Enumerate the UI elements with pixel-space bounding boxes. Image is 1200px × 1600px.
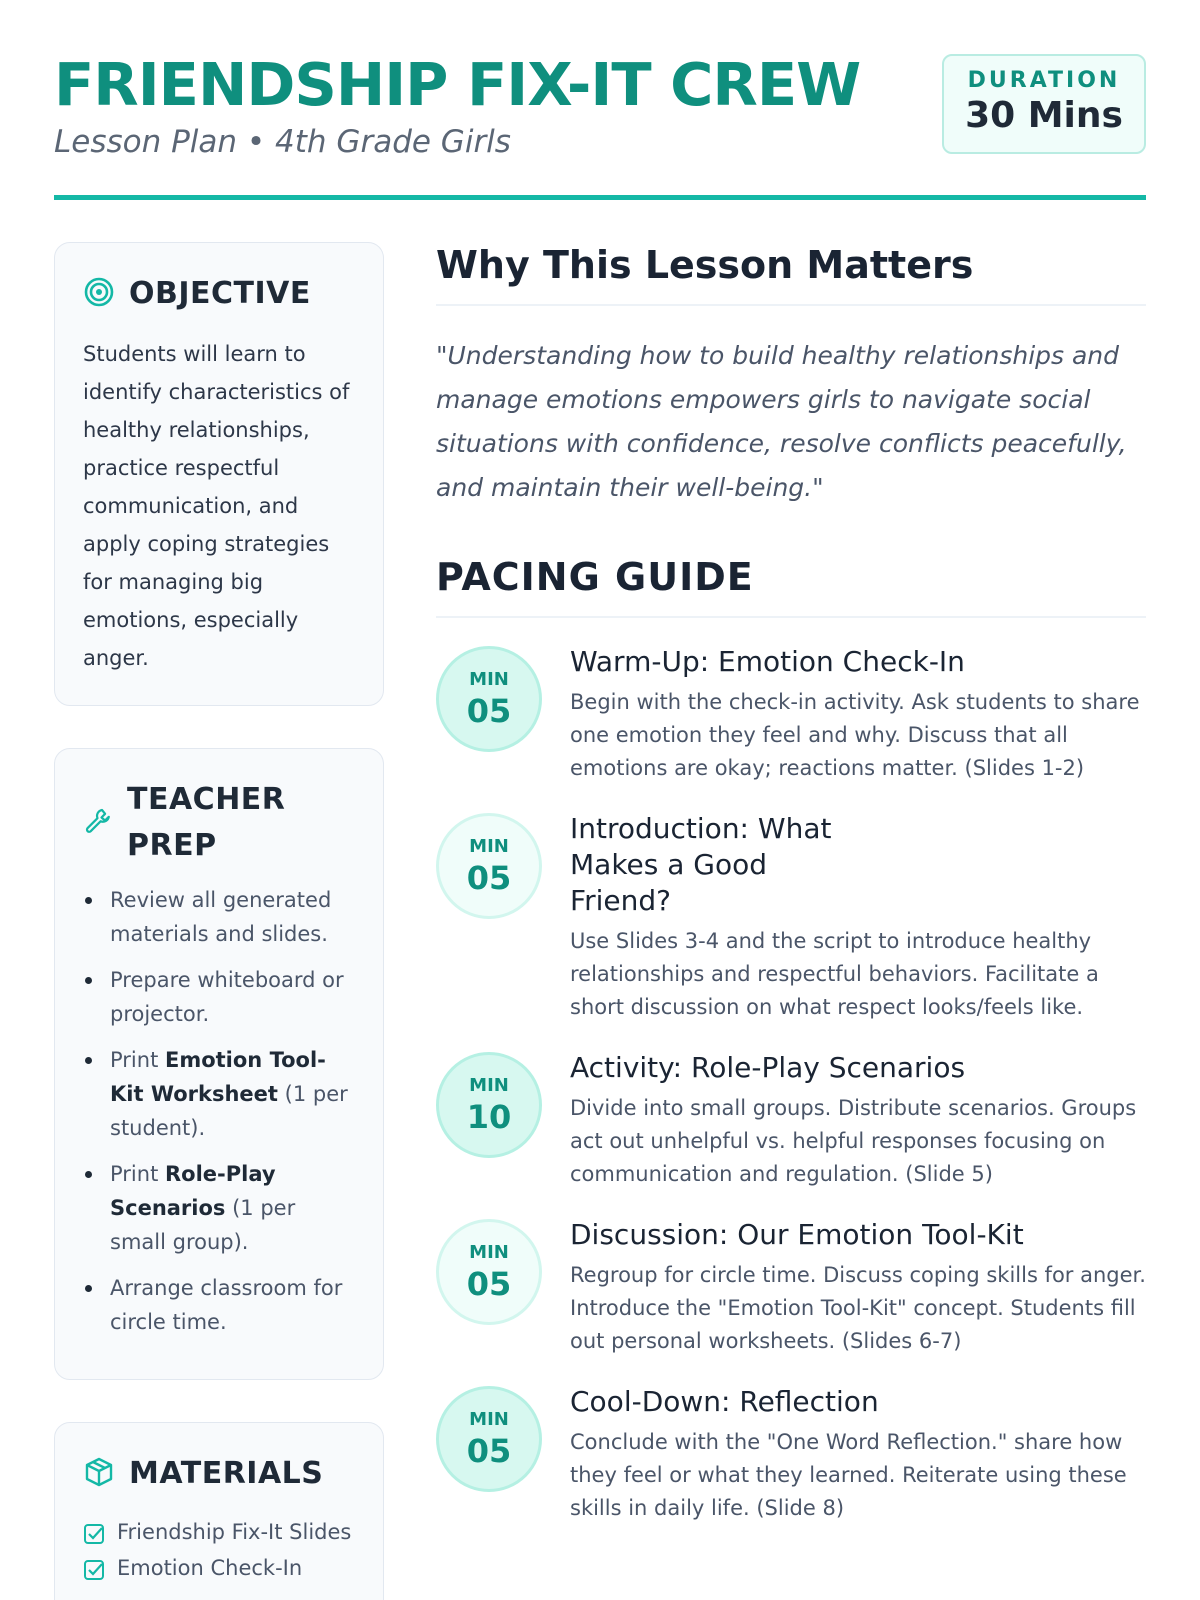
list-item: Print Emotion Tool-Kit Worksheet (1 per student).	[83, 1043, 357, 1145]
page-header	[54, 50, 1146, 200]
teacher-prep-title: TEACHER PREP	[127, 782, 286, 863]
teacher-prep-header	[83, 777, 357, 869]
objective-text: Students will learn to identify characteristics of healthy relationships, practice respectful communication, and apply coping strategies for managing big emotions, especially anger.	[83, 342, 350, 670]
step-title: Introduction: What Makes a Good Friend?	[570, 812, 832, 917]
teacher-prep-card	[54, 748, 384, 1380]
target-icon	[83, 276, 115, 312]
duration-value: 30 Mins	[965, 95, 1123, 136]
materials-card	[54, 1422, 384, 1600]
checkbox-icon	[83, 1559, 105, 1581]
teacher-prep-list	[83, 883, 357, 1339]
materials-title: MATERIALS	[129, 1456, 324, 1491]
step-description: Divide into small groups. Distribute scenarios. Groups act out unhelpful vs. helpful responses focusing on communication and regulation. (Slide 5)	[570, 1096, 1137, 1186]
pacing-step	[436, 1050, 1146, 1191]
pacing-title: PACING GUIDE	[436, 554, 1146, 618]
list-item: Prepare whiteboard or projector.	[83, 963, 357, 1031]
objective-title: OBJECTIVE	[129, 276, 311, 311]
step-description: Conclude with the "One Word Reflection." share how they feel or what they learned. Reiterate using these skills in daily life. (Slide 8)	[570, 1430, 1127, 1520]
minutes-badge: MIN 05	[436, 813, 542, 919]
list-item: Friendship Fix-It Slides	[83, 1515, 357, 1549]
step-description: Regroup for circle time. Discuss coping skills for anger. Introduce the "Emotion Tool-Kit" concept. Students fill out personal worksheets. (Slides 6-7)	[570, 1263, 1146, 1353]
objective-card	[54, 242, 384, 706]
main-content	[436, 242, 1146, 1551]
why-title: Why This Lesson Matters	[436, 242, 1146, 306]
minutes-badge: MIN 05	[436, 646, 542, 752]
list-item: Emotion Check-In	[83, 1551, 357, 1585]
materials-list	[83, 1515, 357, 1585]
step-title: Activity: Role-Play Scenarios	[570, 1051, 966, 1084]
minutes-badge: MIN 10	[436, 1052, 542, 1158]
duration-box	[942, 54, 1146, 154]
box-icon	[83, 1456, 115, 1492]
list-item: Arrange classroom for circle time.	[83, 1271, 357, 1339]
step-title: Warm-Up: Emotion Check-In	[570, 645, 965, 678]
why-quote: "Understanding how to build healthy relationships and manage emotions empowers girls to navigate social situations with confidence, resolve conflicts peacefully, and maintain their well-being."	[436, 341, 1127, 502]
objective-header	[83, 271, 357, 317]
pacing-step	[436, 644, 1146, 785]
checkbox-icon	[83, 1523, 105, 1545]
list-item: Review all generated materials and slides.	[83, 883, 357, 951]
wrench-icon	[83, 806, 113, 840]
step-title: Discussion: Our Emotion Tool-Kit	[570, 1218, 1024, 1251]
materials-header	[83, 1451, 357, 1497]
duration-label: DURATION	[967, 68, 1121, 93]
step-description: Begin with the check-in activity. Ask students to share one emotion they feel and why. Discuss that all emotions are okay; reactions matter. (Slides 1-2)	[570, 690, 1140, 780]
pacing-step	[436, 1384, 1146, 1525]
step-title: Cool-Down: Reflection	[570, 1385, 879, 1418]
minutes-badge: MIN 05	[436, 1386, 542, 1492]
pacing-step	[436, 811, 1146, 1024]
minutes-badge: MIN 05	[436, 1219, 542, 1325]
page-subtitle: Lesson Plan • 4th Grade Girls	[54, 124, 511, 160]
sidebar	[54, 242, 384, 1600]
page-title: FRIENDSHIP FIX-IT CREW	[54, 50, 861, 119]
pacing-step	[436, 1217, 1146, 1358]
list-item: Print Role-Play Scenarios (1 per small group).	[83, 1157, 357, 1259]
pacing-steps	[436, 644, 1146, 1525]
step-description: Use Slides 3-4 and the script to introduce healthy relationships and respectful behaviors. Facilitate a short discussion on what respect looks/feels like.	[570, 929, 1099, 1019]
